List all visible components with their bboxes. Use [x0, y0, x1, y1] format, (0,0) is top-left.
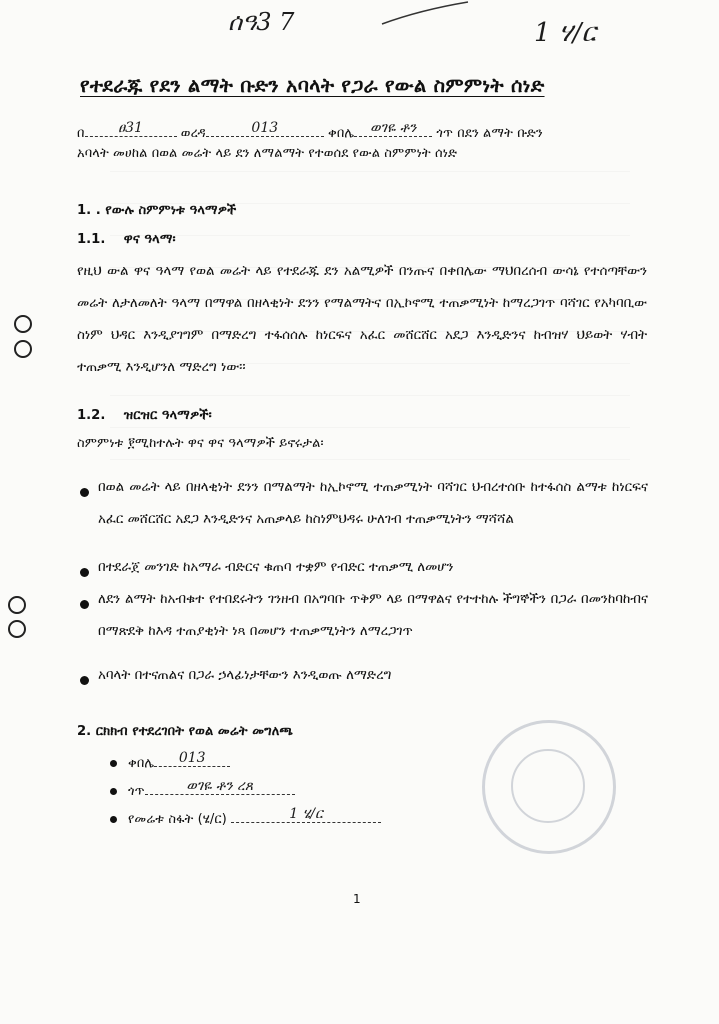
land-got-fill [145, 778, 295, 795]
page-number: 1 [353, 892, 361, 906]
sub1-heading [77, 232, 176, 247]
intro-line-2: አባላት መሀከል በወል መሬት ላይ ደን ለማልማት የተወሰደ የውል ስምምነት ሰነድ [77, 146, 458, 161]
objective-item-1: በወል መሬት ላይ በዘላቂነት ደንን በማልማት ከኢኮኖሚ ተጠቃሚነት ባሻገር ህብረተሰቡ ከተፋሰስ ልማቱ ከነርፍና አፈር መሸርሸር አደጋ እንዲድንና አጠቃላይ ከስነምህዳሩ ሁለገብ ተጠቃሚነትን ማሻሻል [98, 480, 648, 527]
binder-hole [14, 340, 32, 358]
binder-hole [8, 620, 26, 638]
official-stamp [482, 720, 616, 854]
sub1-number: 1.1. [77, 232, 106, 247]
land-area-fill [231, 806, 381, 823]
bullet-marker [80, 568, 89, 577]
bullet-marker [80, 600, 89, 609]
objective-item-4: አባላት በተናጠልና በጋራ ኃላፊነታቸውን እንዲወጡ ለማድረግ [98, 668, 392, 683]
objective-item-2: በተደራጀ መንገድ ከአማራ ብድርና ቁጠባ ተቋም የብድር ተጠቃሚ ለመሆን [98, 560, 454, 575]
land-got-row [128, 778, 295, 799]
section1-heading: 1. . የውሉ ስምምነቱ ዓላማዎች [77, 203, 237, 218]
sub2-intro: ስምምነቱ ፻ሚከተሉት ዋና ዋና ዓላማዎች ይኖሩታል፡ [77, 436, 324, 451]
sub1-title: ዋና ዓላማ፡ [123, 232, 176, 247]
kebele-fill [354, 120, 432, 137]
kebele-value: ወገዬ ቶን [370, 120, 417, 136]
land-kebele-fill [154, 750, 230, 767]
bullet-marker [110, 788, 117, 795]
land-kebele-value: 013 [178, 750, 206, 766]
land-area-row [128, 806, 381, 827]
intro-b-prefix: በ [77, 126, 85, 141]
handwritten-stroke [380, 0, 480, 30]
sub2-heading [77, 408, 212, 423]
intro-b-value: ፀ31 [118, 120, 143, 136]
land-kebele-label: ቀበሌ [128, 756, 155, 771]
bullet-marker [110, 760, 117, 767]
sub2-number: 1.2. [77, 408, 106, 423]
objective-item-3: ለደን ልማት ከአብቁተ የተበደሩትን ገንዘብ በአግባቡ ጥቅም ላይ በማዋልና የተተከሉ ችግኞችን በጋራ በመንከባከብና በማጽደቅ ከእዳ ተጠያቂነት ነጻ በመሆን ተጠቃሚነትን ለማረጋገጥ [98, 592, 648, 639]
binder-hole [14, 315, 32, 333]
sub1-paragraph: የዚህ ውል ዋና ዓላማ የወል መሬት ላይ የተደራጁ ደን አልሚዎች በንጡና በቀበሌው ማህበረሰብ ውሳኔ የተሰጣቸውን መሬት ለታለመለት ዓላማ በማዋል በዘላቂነት ደንን የማልማትና በኢኮኖሚ ተጠቃሚነት ከማረጋገጥ ባሻገር የአካባቢው ስነም ህዳር እንዲያገግም በማድረግ ተፋሰሰሉ ከነርፍና አፈር መሸርሸር አደጋ እንዲድንና ከብዝሃ ህይወት ሃብት ተጠቃሚ እንዲሆንለ ማድረግ ነው፡፡ [77, 264, 647, 375]
stamp-inner-ring [511, 749, 585, 823]
intro-b-fill [85, 120, 177, 137]
bullet-marker [110, 816, 117, 823]
bullet-marker [80, 676, 89, 685]
document-title: የተደራጁ የደን ልማት ቡድን አባላት የጋራ የውል ስምምነት ሰነድ [80, 74, 545, 97]
sub2-title: ዝርዝር ዓላማዎች፡ [123, 408, 212, 423]
got-label: ጎጥ በደን ልማት ቡድን [436, 126, 543, 141]
bullet-marker [80, 488, 89, 497]
land-kebele-row [128, 750, 230, 771]
woreda-fill [206, 120, 324, 137]
intro-line-1 [77, 120, 543, 141]
handwritten-note-top-right: 1 ሃ/ር [534, 18, 596, 48]
binder-hole [8, 596, 26, 614]
handwritten-note-top-left: ሰዓ3 7 [228, 8, 295, 36]
land-area-label: የመሬቱ ስፋት (ሄ/ር) [128, 812, 227, 827]
section2-heading: 2. ርክክብ የተደረገበት የወል መሬት መግለጫ [77, 724, 294, 739]
land-got-value: ወገዬ ቶን ረጸ [186, 778, 254, 794]
land-got-label: ጎጥ [128, 784, 145, 799]
land-area-value: 1 ሄ/ር [289, 806, 323, 822]
woreda-label: ወረዳ [180, 126, 206, 141]
woreda-value: 013 [251, 120, 279, 136]
kebele-label: ቀበሌ [327, 126, 355, 141]
